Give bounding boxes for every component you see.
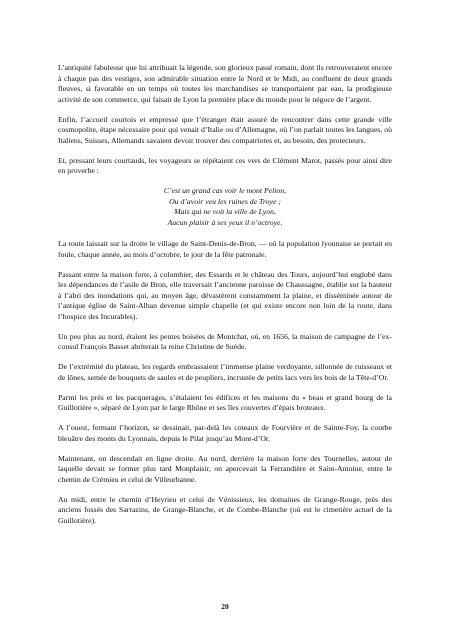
- paragraph: De l’extrémité du plateau, les regards embrassaient l’immense plaine verdoyante, sillonnée de ruisseaux et de lônes, semée de bouquets de saules et de peupliers, incrustée de petits lacs vers les bois de la Tête-d’Or.: [58, 362, 392, 382]
- paragraph: Et, pressant leurs courtauds, les voyageurs se répétaient ces vers de Clément Marot, passés pour ainsi dire en proverbe :: [58, 155, 392, 175]
- verse-line: C’est un grand cas voir le mont Pelion,: [163, 186, 287, 195]
- verse-line: Mais qui ne voit la ville de Lyon,: [174, 207, 276, 216]
- paragraph: Enfin, l’accueil courtois et empressé que l’étranger était assuré de rencontrer dans cette grande ville cosmopolite, étape nécessaire pour qui venait d’Italie ou d’Allemagne, où l’on parlait toutes les langues, où Italiens, Suisses, Allemands savaient devoir trouver des compatriotes et, au besoin, des protecteurs.: [58, 114, 392, 145]
- paragraph: L’antiquité fabuleuse que lui attribuait la légende, son glorieux passé romain, dont ils retrouveraient encore à chaque pas des vestiges, son admirable situation entre le Nord et le Midi, au confluent de deux grands fleuves, si favorable en un temps où toutes les marchandises se transportaient par eau, la prodigieuse activité de son commerce, qui faisait de Lyon la première place du monde pour le négoce de l’argent.: [58, 63, 392, 104]
- page-number: 20: [221, 602, 229, 611]
- paragraph: A l’ouest, fermant l’horizon, se dessinait, par-delà les coteaux de Fourvière et de Sainte-Foy, la courbe bleuâtre des monts du Lyonnais, depuis le Pilat jusqu’au Mont-d’Or.: [58, 423, 392, 443]
- paragraph: Parmi les prés et les pacquerages, s’étalaient les édifices et les maisons du « beau et grand bourg de la Guillotière », séparé de Lyon par le large Rhône et ses îles couvertes d’épais broteaux.: [58, 392, 392, 412]
- paragraph: La route laissait sur la droite le village de Saint-Denis-de-Bron, — où la population lyonnaise se portait en foule, chaque année, au mois d’octobre, le jour de la fête patronale.: [58, 239, 392, 259]
- verse-block: [58, 186, 392, 228]
- verse-line: Aucun plaisir à ses yeux il n’octroye.: [167, 217, 283, 227]
- paragraph: Passant entre la maison forte, à colombier, des Essards et le château des Tours, aujourd’hui englobé dans les dépendances de l’asile de Bron, elle traversait l’ancienne paroisse de Chaussagne, établie sur la hauteur à l’abri des inondations qui, au moyen âge, dévastèrent constamment la plaine, et disséminée autour de l’antique église de Saint-Alban devenue simple chapelle (et qui existe encore non loin de la route, dans l’hospice des Incurables).: [58, 269, 392, 321]
- paragraph: Au midi, entre le chemin d’Heyrieu et celui de Vénissieux, les domaines de Grange-Rouge, près des anciens fossés des Sarrazins, de Grange-Blanche, et de Combe-Blanche (où est le cimetière actuel de la Guillotière).: [58, 494, 392, 525]
- paragraph: Maintenant, on descendait en ligne droite. Au nord, derrière la maison forte des Tournelles, autour de laquelle devait se former plus tard Monplaisir, on apercevait la Ferrandière et Saint-Antoine, entre le chemin de Crémieu et celui de Villeurbanne.: [58, 453, 392, 484]
- paragraph: Un peu plus au nord, étaient les pentes boisées de Montchat, où, en 1656, la maison de campagne de l’ex-consul François Basset abriterait la reine Christine de Suède.: [58, 331, 392, 351]
- verse-line: Ou d’avoir veu les ruines de Troye ;: [169, 196, 281, 206]
- document-page: [58, 63, 392, 536]
